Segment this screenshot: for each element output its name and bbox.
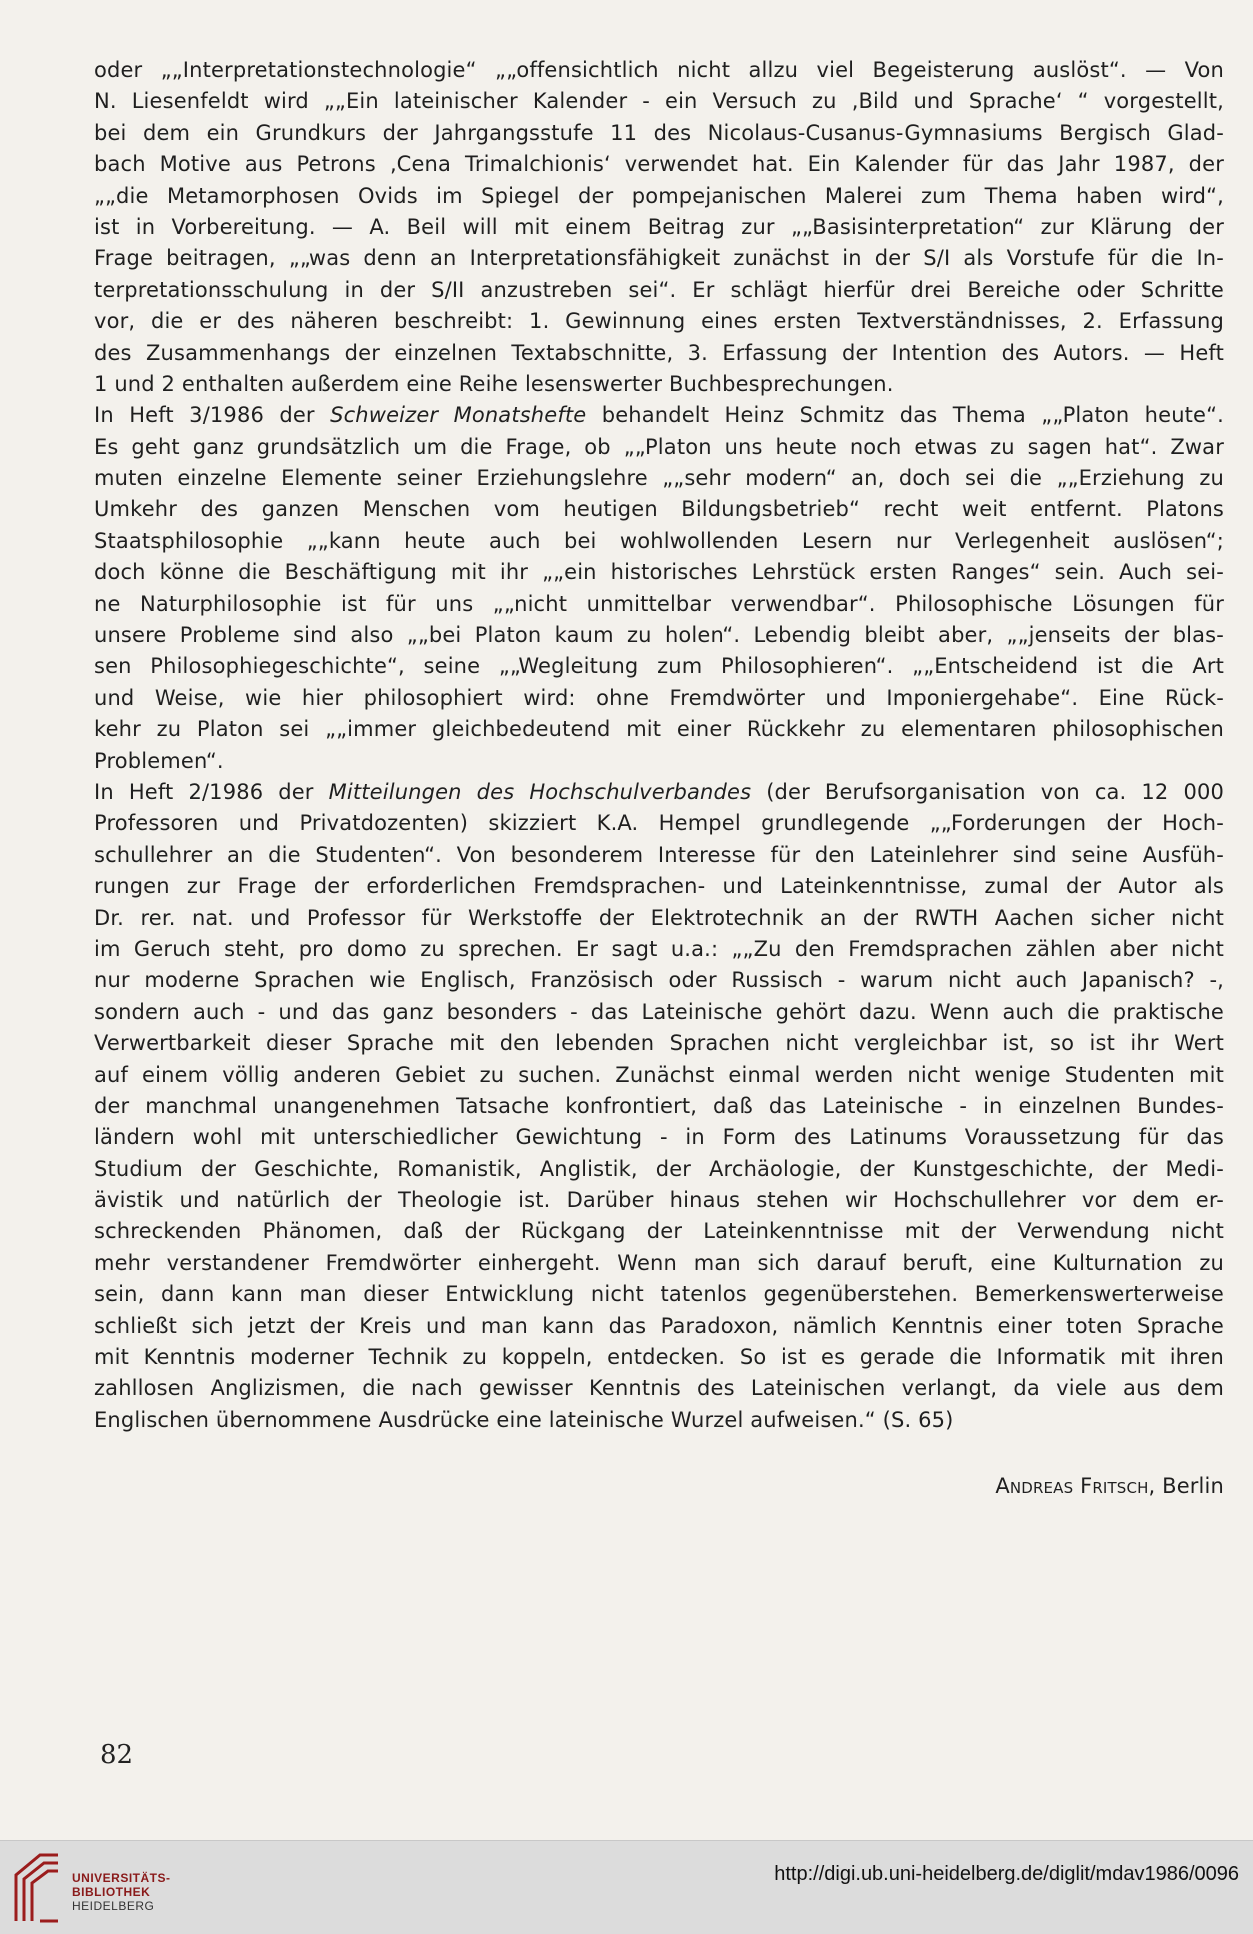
text-segment: der manchmal unangenehmen Tatsache konfrontiert, daß das Lateinische - in einzelnen Bundes- xyxy=(94,1093,1224,1118)
library-name-line3: HEIDELBERG xyxy=(72,1899,155,1913)
text-segment: bei dem ein Grundkurs der Jahrgangsstufe 11 des Nicolaus-Cusanus-Gymnasiums Bergisch Glad- xyxy=(94,120,1224,145)
text-segment: zahllosen Anglizismen, die nach gewisser Kenntnis des Lateinischen verlangt, da viele aus dem xyxy=(94,1376,1224,1401)
text-line xyxy=(94,557,1224,588)
text-line xyxy=(94,965,1224,996)
text-line xyxy=(94,432,1224,463)
text-line xyxy=(94,86,1224,117)
text-segment: unsere Probleme sind also „„bei Platon kaum zu holen“. Lebendig bleibt aber, „„jenseits der blas- xyxy=(94,623,1224,648)
text-segment: auf einem völlig anderen Gebiet zu suchen. Zunächst einmal werden nicht wenige Studenten mit xyxy=(94,1062,1224,1087)
text-line xyxy=(94,871,1224,902)
text-segment: sondern auch - und das ganz besonders - das Lateinische gehört dazu. Wenn auch die praktische xyxy=(94,999,1224,1024)
body-text xyxy=(94,55,1224,1436)
text-line xyxy=(94,1091,1224,1122)
signature-author: Andreas Fritsch xyxy=(995,1474,1149,1498)
signature xyxy=(94,1471,1224,1502)
source-url-link[interactable]: http://digi.ub.uni-heidelberg.de/diglit/mdav1986/0096 xyxy=(774,1863,1239,1885)
library-name-line2: BIBLIOTHEK xyxy=(72,1885,151,1899)
text-line xyxy=(94,243,1224,274)
text-segment: kehr zu Platon sei „„immer gleichbedeutend mit einer Rückkehr zu elementaren philosophischen xyxy=(94,717,1224,742)
text-line xyxy=(94,620,1224,651)
text-line xyxy=(94,1342,1224,1373)
text-line xyxy=(94,903,1224,934)
text-segment: bach Motive aus Petrons ‚Cena Trimalchionis‘ verwendet hat. Ein Kalender für das Jahr 1987, der xyxy=(94,152,1224,177)
text-line xyxy=(94,1311,1224,1342)
text-line xyxy=(94,1060,1224,1091)
text-segment: 1 und 2 enthalten außerdem eine Reihe lesenswerter Buchbesprechungen. xyxy=(94,371,894,396)
italic-title: Schweizer Monatshefte xyxy=(330,403,587,428)
text-segment: terpretationsschulung in der S/II anzustreben sei“. Er schlägt hierfür drei Bereiche oder Schritte xyxy=(94,277,1224,302)
text-line xyxy=(94,1185,1224,1216)
text-segment: im Geruch steht, pro domo zu sprechen. Er sagt u.a.: „„Zu den Fremdsprachen zählen aber nicht xyxy=(94,936,1224,961)
text-line xyxy=(94,1373,1224,1404)
text-line xyxy=(94,494,1224,525)
text-segment: des Zusammenhangs der einzelnen Textabschnitte, 3. Erfassung der Intention des Autors. — Heft xyxy=(94,340,1224,365)
text-line xyxy=(94,526,1224,557)
text-segment: Frage beitragen, „„was denn an Interpretationsfähigkeit zunächst in der S/I als Vorstufe für die In- xyxy=(94,246,1224,271)
text-segment: oder „„Interpretationstechnologie“ „„offensichtlich nicht allzu viel Begeisterung auslöst“. — Von xyxy=(94,58,1224,82)
text-line xyxy=(94,1279,1224,1310)
text-line xyxy=(94,369,1224,400)
text-segment: ist in Vorbereitung. — A. Beil will mit einem Beitrag zur „„Basisinterpretation“ zur Klärung der xyxy=(94,214,1224,239)
library-logo-icon xyxy=(12,1851,64,1923)
text-segment: Umkehr des ganzen Menschen vom heutigen Bildungsbetrieb“ recht weit entfernt. Platons xyxy=(94,497,1224,522)
footer-bar xyxy=(0,1840,1253,1934)
text-segment: (der Berufsorganisation von ca. 12 000 xyxy=(751,779,1224,804)
text-segment: nur moderne Sprachen wie Englisch, Französisch oder Russisch - warum nicht auch Japanisch? -, xyxy=(94,968,1224,993)
text-line xyxy=(94,400,1224,431)
text-segment: In Heft 2/1986 der xyxy=(94,779,329,804)
text-line xyxy=(94,997,1224,1028)
italic-title: Mitteilungen des Hochschulverbandes xyxy=(328,779,752,804)
text-segment: schließt sich jetzt der Kreis und man kann das Paradoxon, nämlich Kenntnis einer toten Sprache xyxy=(94,1313,1224,1338)
text-segment: Verwertbarkeit dieser Sprache mit den lebenden Sprachen nicht vergleichbar ist, so ist ihr Wert xyxy=(94,1031,1224,1056)
text-segment: N. Liesenfeldt wird „„Ein lateinischer Kalender - ein Versuch zu ‚Bild und Sprache‘ “ vorgestellt, xyxy=(94,89,1224,114)
text-segment: und Weise, wie hier philosophiert wird: ohne Fremdwörter und Imponiergehabe“. Eine Rück- xyxy=(94,685,1224,710)
text-segment: schreckenden Phänomen, daß der Rückgang der Lateinkenntnisse mit der Verwendung nicht xyxy=(94,1219,1224,1244)
text-line xyxy=(94,777,1224,808)
text-line xyxy=(94,463,1224,494)
text-line xyxy=(94,683,1224,714)
text-segment: ävistik und natürlich der Theologie ist. Darüber hinaus stehen wir Hochschullehrer vor dem er- xyxy=(94,1188,1224,1213)
text-segment: sein, dann kann man dieser Entwicklung nicht tatenlos gegenüberstehen. Bemerkenswerterweise xyxy=(94,1282,1224,1307)
text-segment: In Heft 3/1986 der xyxy=(94,403,331,428)
text-segment: Dr. rer. nat. und Professor für Werkstoffe der Elektrotechnik an der RWTH Aachen sicher nicht xyxy=(94,905,1224,930)
text-segment: ländern wohl mit unterschiedlicher Gewichtung - in Form des Latinums Voraussetzung für das xyxy=(94,1125,1224,1150)
text-line xyxy=(94,55,1224,86)
text-line xyxy=(94,589,1224,620)
text-segment: „„die Metamorphosen Ovids im Spiegel der pompejanischen Malerei zum Thema haben wird“, xyxy=(94,183,1224,208)
text-segment: schullehrer an die Studenten“. Von besonderem Interesse für den Lateinlehrer sind seine Ausfüh- xyxy=(94,842,1224,867)
text-segment: sen Philosophiegeschichte“, seine „„Wegleitung zum Philosophieren“. „„Entscheidend ist die Art xyxy=(94,654,1224,679)
text-segment: Es geht ganz grundsätzlich um die Frage, ob „„Platon uns heute noch etwas zu sagen hat“. Zwar xyxy=(94,434,1224,459)
text-segment: vor, die er des näheren beschreibt: 1. Gewinnung eines ersten Textverständnisses, 2. Erfassung xyxy=(94,309,1224,334)
text-line xyxy=(94,1028,1224,1059)
text-line xyxy=(94,934,1224,965)
text-segment: rungen zur Frage der erforderlichen Fremdsprachen- und Lateinkenntnisse, zumal der Autor als xyxy=(94,874,1224,899)
text-line xyxy=(94,306,1224,337)
text-line xyxy=(94,118,1224,149)
text-line xyxy=(94,338,1224,369)
text-line xyxy=(94,651,1224,682)
text-line xyxy=(94,212,1224,243)
library-name-line1: UNIVERSITÄTS- xyxy=(72,1871,171,1885)
text-line xyxy=(94,714,1224,745)
text-segment: Professoren und Privatdozenten) skizziert K.A. Hempel grundlegende „„Forderungen der Hoch- xyxy=(94,811,1224,836)
text-segment: mehr verstandener Fremdwörter einhergeht. Wenn man sich darauf beruft, eine Kulturnation zu xyxy=(94,1250,1224,1275)
text-line xyxy=(94,1122,1224,1153)
text-line xyxy=(94,840,1224,871)
text-line xyxy=(94,181,1224,212)
text-segment: Englischen übernommene Ausdrücke eine lateinische Wurzel aufweisen.“ (S. 65) xyxy=(94,1407,954,1432)
text-line xyxy=(94,1405,1224,1436)
text-segment: doch könne die Beschäftigung mit ihr „„ein historisches Lehrstück ersten Ranges“ sein. Auch sei- xyxy=(94,560,1224,585)
text-segment: ne Naturphilosophie ist für uns „„nicht unmittelbar verwendbar“. Philosophische Lösungen für xyxy=(94,591,1224,616)
text-line xyxy=(94,808,1224,839)
page-number: 82 xyxy=(100,1740,134,1770)
text-line xyxy=(94,1154,1224,1185)
text-segment: Problemen“. xyxy=(94,748,224,773)
text-line xyxy=(94,149,1224,180)
text-segment: mit Kenntnis moderner Technik zu koppeln, entdecken. So ist es gerade die Informatik mit ihren xyxy=(94,1345,1224,1370)
text-line xyxy=(94,1248,1224,1279)
text-segment: Staatsphilosophie „„kann heute auch bei wohlwollenden Lesern nur Verlegenheit auslösen“; xyxy=(94,528,1224,553)
library-name xyxy=(72,1871,171,1913)
text-segment: Studium der Geschichte, Romanistik, Anglistik, der Archäologie, der Kunstgeschichte, der Medi- xyxy=(94,1156,1224,1181)
text-segment: muten einzelne Elemente seiner Erziehungslehre „„sehr modern“ an, doch sei die „„Erziehung zu xyxy=(94,466,1224,491)
text-line xyxy=(94,746,1224,777)
text-line xyxy=(94,275,1224,306)
signature-place: , Berlin xyxy=(1148,1474,1224,1498)
text-line xyxy=(94,1216,1224,1247)
text-segment: behandelt Heinz Schmitz das Thema „„Platon heute“. xyxy=(586,403,1224,428)
